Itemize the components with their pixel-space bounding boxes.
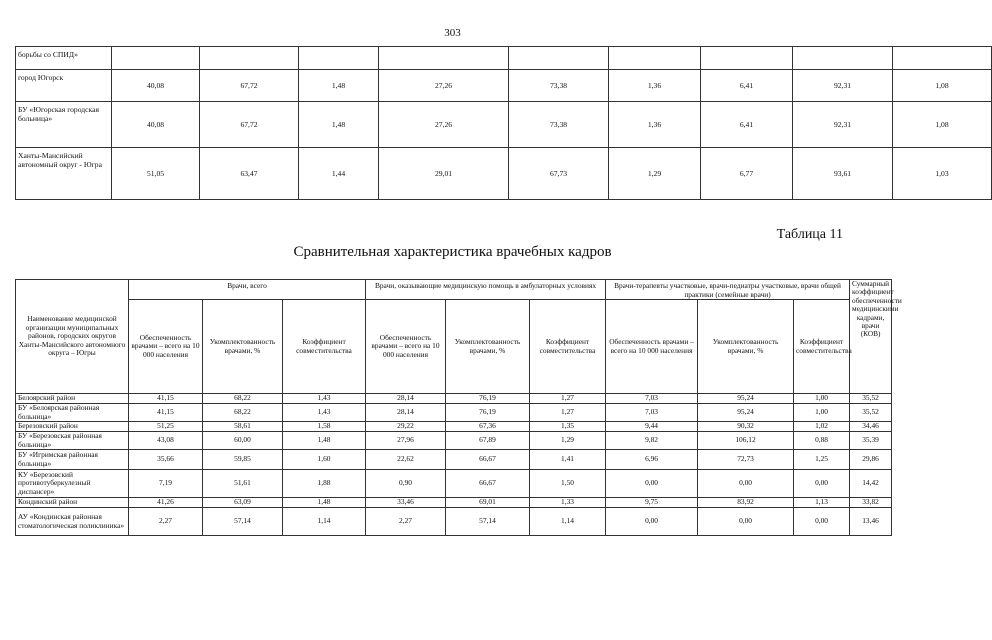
cell: 13,46: [850, 508, 892, 536]
cell: 95,24: [698, 404, 794, 422]
cell: 1,48: [283, 432, 366, 450]
cell: [893, 47, 992, 70]
cell: 1,13: [794, 498, 850, 508]
cell: 1,48: [283, 498, 366, 508]
cell: 0,00: [794, 470, 850, 498]
cell: 58,61: [203, 422, 283, 432]
cell: 35,39: [850, 432, 892, 450]
cell: 33,46: [366, 498, 446, 508]
cell: 1,14: [530, 508, 606, 536]
cell: 1,60: [283, 450, 366, 470]
cell: 1,88: [283, 470, 366, 498]
doctor-staff-table: [15, 279, 902, 536]
cell: 7,03: [606, 404, 698, 422]
cell: 0,88: [794, 432, 850, 450]
top-continuation-table: [15, 46, 992, 200]
row-name: БУ «Березовская районная больница»: [16, 432, 129, 450]
cell: 35,66: [129, 450, 203, 470]
top-table-body: [16, 47, 992, 200]
row-name: Ханты-Мансийский автономный округ - Югра: [16, 148, 112, 200]
table-title: Сравнительная характеристика врачебных кадров: [293, 244, 612, 260]
cell: [701, 47, 793, 70]
cell: 9,75: [606, 498, 698, 508]
cell: 7,19: [129, 470, 203, 498]
row-name: БУ «Игримская районная больница»: [16, 450, 129, 470]
table-number: Таблица 11: [776, 227, 843, 242]
row-name: Кондинский район: [16, 498, 129, 508]
cell: 92,31: [793, 102, 893, 148]
cell: 57,14: [446, 508, 530, 536]
table-row: [16, 404, 892, 422]
header-sub: Коэффициент совместительства: [283, 300, 366, 394]
cell: 1,58: [283, 422, 366, 432]
cell: 63,47: [200, 148, 299, 200]
cell: 92,31: [793, 70, 893, 102]
cell: 34,46: [850, 422, 892, 432]
cell: 66,67: [446, 450, 530, 470]
cell: 33,82: [850, 498, 892, 508]
header-row: [16, 280, 892, 300]
row-name: Белоярский район: [16, 394, 129, 404]
cell: 72,73: [698, 450, 794, 470]
row-name: Березовский район: [16, 422, 129, 432]
cell: 35,52: [850, 394, 892, 404]
cell: 0,00: [794, 508, 850, 536]
table-row: [16, 70, 992, 102]
cell: 1,43: [283, 394, 366, 404]
header-sub: Коэффициент совместительства: [530, 300, 606, 394]
cell: 1,48: [299, 70, 379, 102]
cell: 6,41: [701, 102, 793, 148]
table-row: [16, 148, 992, 200]
cell: 1,33: [530, 498, 606, 508]
table-row: [16, 102, 992, 148]
header-sub: Обеспеченность врачами – всего на 10 000 населения: [366, 300, 446, 394]
table-row: [16, 498, 892, 508]
cell: 1,14: [283, 508, 366, 536]
cell: 2,27: [366, 508, 446, 536]
header-group-all-doctors: Врачи, всего: [129, 280, 366, 300]
cell: 27,26: [379, 70, 509, 102]
cell: 1,43: [283, 404, 366, 422]
cell: 1,44: [299, 148, 379, 200]
cell: 1,36: [609, 102, 701, 148]
cell: 73,38: [509, 70, 609, 102]
cell: 90,32: [698, 422, 794, 432]
header-row: [16, 300, 892, 394]
cell: 57,14: [203, 508, 283, 536]
cell: [112, 47, 200, 70]
header-sub: Коэффициент совместительства: [794, 300, 850, 394]
table-body: [16, 394, 892, 536]
cell: 9,82: [606, 432, 698, 450]
cell: 66,67: [446, 470, 530, 498]
cell: [609, 47, 701, 70]
cell: 1,41: [530, 450, 606, 470]
cell: 1,50: [530, 470, 606, 498]
cell: 68,22: [203, 394, 283, 404]
cell: 29,01: [379, 148, 509, 200]
page-number: 303: [444, 27, 461, 39]
cell: 43,08: [129, 432, 203, 450]
cell: 1,36: [609, 70, 701, 102]
header-sub: Обеспеченность врачами – всего на 10 000 населения: [606, 300, 698, 394]
cell: 22,62: [366, 450, 446, 470]
header-sub: Укомплектованность врачами, %: [203, 300, 283, 394]
header-group-outpatient: Врачи, оказывающие медицинскую помощь в амбулаторных условиях: [366, 280, 606, 300]
cell: 73,38: [509, 102, 609, 148]
cell: [200, 47, 299, 70]
cell: 1,29: [609, 148, 701, 200]
cell: 40,08: [112, 102, 200, 148]
cell: 76,19: [446, 404, 530, 422]
cell: 60,00: [203, 432, 283, 450]
cell: 14,42: [850, 470, 892, 498]
header-sub: Укомплектованность врачами, %: [698, 300, 794, 394]
cell: 41,15: [129, 404, 203, 422]
cell: 83,92: [698, 498, 794, 508]
cell: 28,14: [366, 404, 446, 422]
cell: 1,35: [530, 422, 606, 432]
table-row: [16, 470, 892, 498]
cell: 27,96: [366, 432, 446, 450]
cell: 51,61: [203, 470, 283, 498]
cell: 2,27: [129, 508, 203, 536]
cell: [379, 47, 509, 70]
row-name: АУ «Кондинская районная стоматологическая поликлиника»: [16, 508, 129, 536]
cell: 69,01: [446, 498, 530, 508]
row-name: борьбы со СПИД»: [16, 47, 112, 70]
cell: 67,73: [509, 148, 609, 200]
header-sum-col: Суммарный коэффициент обеспеченности медицинскими кадрами, врачи (КОВ): [850, 280, 892, 394]
table-row: [16, 432, 892, 450]
cell: 29,86: [850, 450, 892, 470]
cell: 29,22: [366, 422, 446, 432]
cell: 1,08: [893, 70, 992, 102]
cell: 0,90: [366, 470, 446, 498]
header-group-district-doctors: Врачи-терапевты участковые, врачи-педиатры участковые, врачи общей практики (семейные врачи): [606, 280, 850, 300]
cell: 0,00: [698, 508, 794, 536]
cell: 6,96: [606, 450, 698, 470]
cell: 0,00: [698, 470, 794, 498]
cell: 1,48: [299, 102, 379, 148]
cell: 1,03: [893, 148, 992, 200]
row-name: город Югорск: [16, 70, 112, 102]
cell: 59,85: [203, 450, 283, 470]
cell: [793, 47, 893, 70]
table-row: [16, 508, 892, 536]
cell: 35,52: [850, 404, 892, 422]
header-sub: Обеспеченность врачами – всего на 10 000 населения: [129, 300, 203, 394]
cell: [299, 47, 379, 70]
header-name-col: Наименование медицинской организации муниципальных районов, городских округов Ханты-Мансийского автономного округа – Югры: [16, 280, 129, 394]
cell: 67,72: [200, 102, 299, 148]
cell: 1,08: [893, 102, 992, 148]
table-row: [16, 422, 892, 432]
cell: 0,00: [606, 470, 698, 498]
cell: 0,00: [606, 508, 698, 536]
cell: [509, 47, 609, 70]
cell: 1,00: [794, 394, 850, 404]
cell: 6,41: [701, 70, 793, 102]
cell: 106,12: [698, 432, 794, 450]
row-name: БУ «Югорская городская больница»: [16, 102, 112, 148]
cell: 1,25: [794, 450, 850, 470]
cell: 6,77: [701, 148, 793, 200]
cell: 67,72: [200, 70, 299, 102]
table-row: [16, 394, 892, 404]
row-name: КУ «Березовский противотуберкулезный диспансер»: [16, 470, 129, 498]
cell: 1,27: [530, 404, 606, 422]
cell: 1,29: [530, 432, 606, 450]
cell: 68,22: [203, 404, 283, 422]
cell: 67,89: [446, 432, 530, 450]
table-row: [16, 47, 992, 70]
cell: 67,36: [446, 422, 530, 432]
table-row: [16, 450, 892, 470]
table-header: [16, 279, 902, 394]
cell: 9,44: [606, 422, 698, 432]
row-name: БУ «Белоярская районная больница»: [16, 404, 129, 422]
cell: 76,19: [446, 394, 530, 404]
cell: 41,26: [129, 498, 203, 508]
cell: 1,00: [794, 404, 850, 422]
cell: 7,03: [606, 394, 698, 404]
cell: 1,27: [530, 394, 606, 404]
cell: 63,09: [203, 498, 283, 508]
cell: 1,02: [794, 422, 850, 432]
cell: 95,24: [698, 394, 794, 404]
cell: 41,15: [129, 394, 203, 404]
cell: 28,14: [366, 394, 446, 404]
cell: 40,08: [112, 70, 200, 102]
cell: 51,25: [129, 422, 203, 432]
cell: 93,61: [793, 148, 893, 200]
header-sub: Укомплектованность врачами, %: [446, 300, 530, 394]
cell: 27,26: [379, 102, 509, 148]
cell: 51,05: [112, 148, 200, 200]
